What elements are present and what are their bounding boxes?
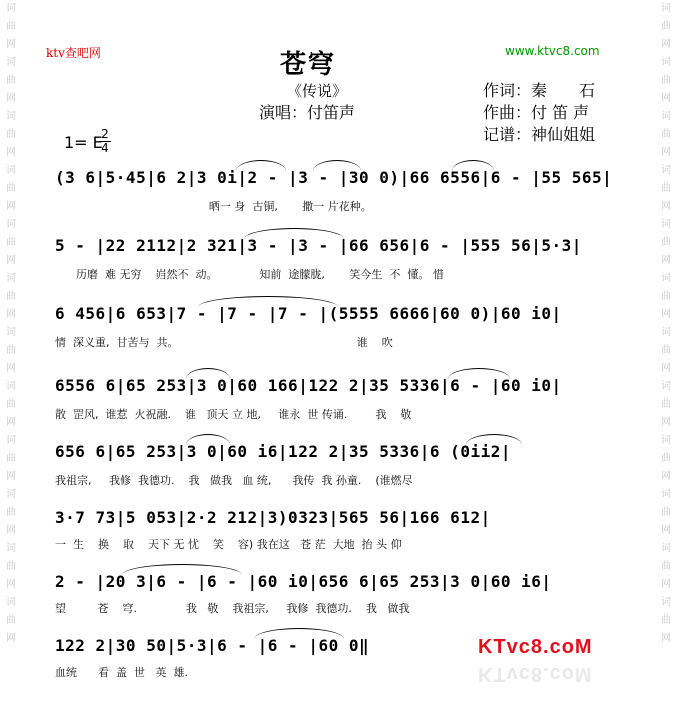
slur-mark — [452, 160, 494, 171]
slur-mark — [466, 434, 522, 445]
lyric-line-8: 血统 看 盖 世 英 雄. — [55, 666, 188, 679]
ktvc8-logo-reflection: KTvc8.coM — [478, 663, 593, 685]
score-line-5: 656 6|65 253|3 0|60 i6|122 2|35 5336|6 (0ii2| — [55, 442, 511, 461]
composer-credit: 作曲：付 笛 声 — [483, 103, 590, 122]
slur-mark — [186, 368, 230, 379]
slur-mark — [448, 368, 510, 379]
score-line-4: 6556 6|65 253|3 0|60 166|122 2|35 5336|6 - |60 i0| — [55, 376, 562, 395]
site-name-left: ktv查吧网 — [46, 46, 101, 60]
score-line-7: 2 - |20 3|6 - |6 - |60 i0|656 6|65 253|3 0|60 i6| — [55, 572, 552, 591]
lyric-line-2: 历磨 难 无穷 岿然不 动。 知前 途朦胧, 笑今生 不 懂。 惜 — [55, 268, 444, 281]
singer-credit: 演唱：付笛声 — [259, 103, 356, 122]
watermark-right: 词曲网词曲网词曲网词曲网词曲网词曲网词曲网词曲网词曲网词曲网词曲网词曲网 — [661, 3, 671, 644]
lyricist-credit: 作词：秦 石 — [483, 81, 596, 100]
lyric-line-7: 望 苍 穹. 我 敬 我祖宗, 我修 我德功. 我 做我 — [55, 602, 410, 615]
site-url-right: www.ktvc8.com — [505, 44, 600, 58]
slur-mark — [122, 564, 242, 575]
time-signature — [99, 128, 111, 155]
score-line-2: 5 - |22 2112|2 321|3 - |3 - |66 656|6 - |555 56|5·3| — [55, 236, 582, 255]
slur-mark — [236, 160, 286, 171]
credits-block — [483, 80, 595, 146]
slur-mark — [186, 434, 230, 445]
lyric-line-1: 晒一 身 古铜, 撒一 片花种。 — [55, 200, 372, 213]
song-title: 苍穹 — [280, 50, 337, 80]
lyric-line-4: 散 罡风, 谁惹 火祝融. 谁 顶天 立 地, 谁永 世 传诵. 我 敬 — [55, 408, 412, 421]
time-signature-bottom: 4 — [101, 141, 109, 155]
score-line-6: 3·7 73|5 053|2·2 212|3)0323|565 56|166 612| — [55, 508, 491, 527]
slur-mark — [254, 628, 344, 639]
slur-mark — [313, 160, 361, 171]
slur-mark — [198, 296, 338, 307]
score-line-1: (3 6|5·45|6 2|3 0i|2 - |3 - |30 0)|66 6556|6 - |55 565| — [55, 168, 613, 187]
transcriber-credit: 记谱：神仙姐姐 — [483, 125, 596, 144]
score-line-3: 6 456|6 653|7 - |7 - |7 - |(5555 6666|60 0)|60 i0| — [55, 304, 562, 323]
lyric-line-6: 一 生 换 取 天下 无 忧 笑 容) 我在这 苍 茫 大地 抬 头 仰 — [55, 538, 402, 551]
key-signature: 1= E — [64, 133, 103, 152]
watermark-left: 词曲网词曲网词曲网词曲网词曲网词曲网词曲网词曲网词曲网词曲网词曲网词曲网 — [6, 3, 16, 644]
lyric-line-5: 我祖宗, 我修 我德功. 我 做我 血 统, 我传 我 孙童. (谁燃尽 — [55, 474, 413, 487]
slur-mark — [244, 228, 344, 239]
lyric-line-3: 情 深义重, 甘苦与 共。 谁 吹 — [55, 336, 393, 349]
ktvc8-logo: KTvc8.coM — [478, 636, 593, 658]
score-line-8: 122 2|30 50|5·3|6 - |6 - |60 0‖ — [55, 636, 370, 655]
song-subtitle: 《传说》 — [287, 82, 348, 100]
time-signature-top: 2 — [101, 127, 109, 141]
